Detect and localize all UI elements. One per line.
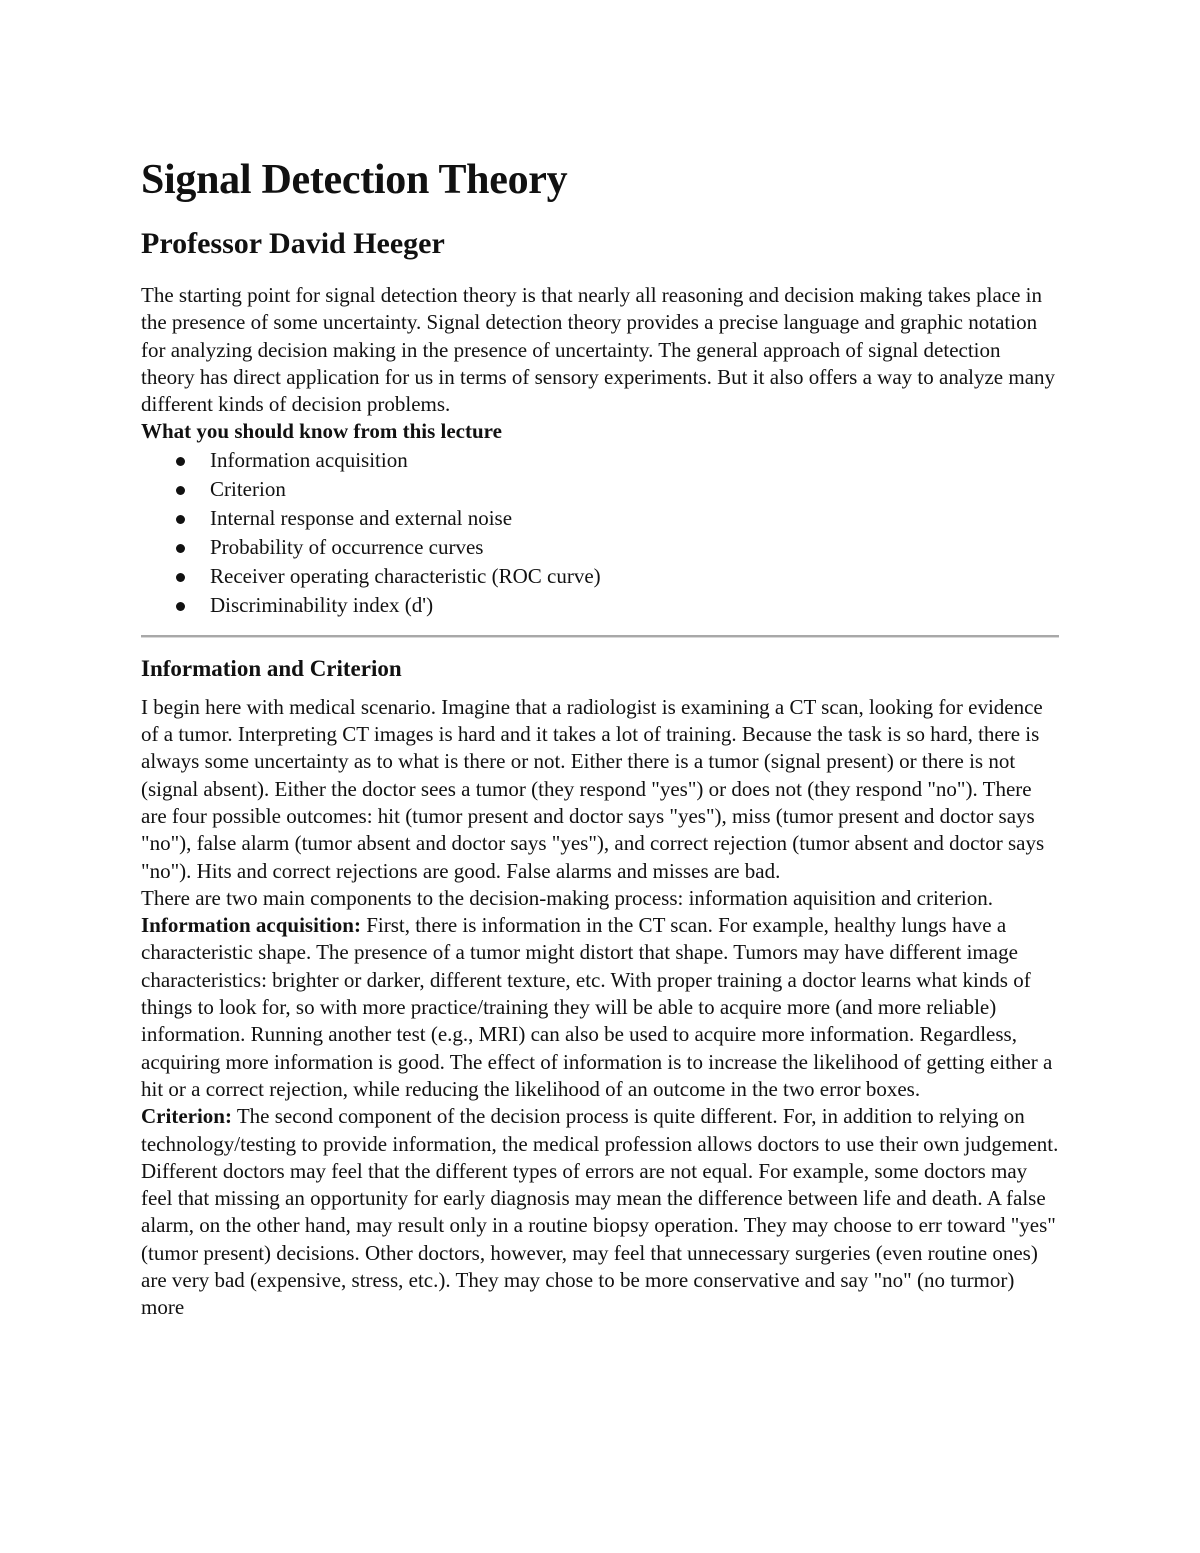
- list-item-text: Internal response and external noise: [210, 505, 513, 530]
- bullet-icon: [176, 544, 185, 553]
- learning-goals-list: [141, 446, 1059, 620]
- bullet-icon: [176, 457, 185, 466]
- section-divider: [141, 635, 1059, 638]
- section-heading: Information and Criterion: [141, 655, 402, 681]
- list-item-text: Receiver operating characteristic (ROC curve): [210, 563, 601, 588]
- learning-goals-heading: What you should know from this lecture: [141, 419, 502, 444]
- criterion-paragraph: [141, 1103, 1059, 1321]
- list-item: [141, 475, 1059, 504]
- list-item-text: Probability of occurrence curves: [210, 534, 484, 559]
- list-item: [141, 504, 1059, 533]
- list-item: [141, 562, 1059, 591]
- scenario-paragraph: I begin here with medical scenario. Imagine that a radiologist is examining a CT scan, looking for evidence of a tumor. Interpreting CT images is hard and it takes a lot of training. Because the task is so hard, there is always some uncertainty as to what is there or not. Either there is a tumor (signal present) or there is not (signal absent). Either the doctor sees a tumor (they respond "yes") or does not (they respond "no"). There are four possible outcomes: hit (tumor present and doctor says "yes"), miss (tumor present and doctor says "no"), false alarm (tumor absent and doctor says "yes"), and correct rejection (tumor absent and doctor says "no"). Hits and correct rejections are good. False alarms and misses are bad.: [141, 694, 1045, 883]
- bullet-icon: [176, 486, 185, 495]
- criterion-text: The second component of the decision process is quite different. For, in addition to relying on technology/testing to provide information, the medical profession allows doctors to use their own judgement. Different doctors may feel that the different types of errors are not equal. For example, some doctors may feel that missing an opportunity for early diagnosis may mean the difference between life and death. A false alarm, on the other hand, may result only in a routine biopsy operation. They may choose to err toward "yes" (tumor present) decisions. Other doctors, however, may feel that unnecessary surgeries (even routine ones) are very bad (expensive, stress, etc.). They may chose to be more conservative and say "no" (no turmor) more: [141, 1104, 1059, 1320]
- information-acquisition-text: First, there is information in the CT scan. For example, healthy lungs have a characteristic shape. The presence of a tumor might distort that shape. Tumors may have different image characteristics: brighter or darker, different texture, etc. With proper training a doctor learns what kinds of things to look for, so with more practice/training they will be able to acquire more (and more reliable) information. Running another test (e.g., MRI) can also be used to acquire more information. Regardless, acquiring more information is good. The effect of information is to increase the likelihood of getting either a hit or a correct rejection, while reducing the likelihood of an outcome in the two error boxes.: [141, 913, 1053, 1101]
- page-title: Signal Detection Theory: [141, 157, 568, 203]
- bullet-icon: [176, 573, 185, 582]
- list-item-text: Discriminability index (d'): [210, 592, 434, 617]
- section-body: [141, 694, 1059, 1322]
- bullet-icon: [176, 602, 185, 611]
- bullet-icon: [176, 515, 185, 524]
- intro-paragraph: The starting point for signal detection theory is that nearly all reasoning and decision making takes place in the presence of some uncertainty. Signal detection theory provides a precise language and graphic notation for analyzing decision making in the presence of uncertainty. The general approach of signal detection theory has direct application for us in terms of sensory experiments. But it also offers a way to analyze many different kinds of decision problems.: [141, 283, 1056, 417]
- criterion-label: Criterion:: [141, 1104, 232, 1129]
- document-page: [141, 150, 1059, 1322]
- list-item-text: Criterion: [210, 476, 286, 501]
- information-acquisition-label: Information acquisition:: [141, 913, 361, 938]
- information-acquisition-paragraph: [141, 912, 1059, 1103]
- list-item: [141, 533, 1059, 562]
- list-item: [141, 446, 1059, 475]
- list-item-text: Information acquisition: [210, 447, 408, 472]
- list-item: [141, 591, 1059, 620]
- author-heading: Professor David Heeger: [141, 227, 445, 260]
- components-paragraph: There are two main components to the decision-making process: information aquisition and criterion.: [141, 885, 994, 910]
